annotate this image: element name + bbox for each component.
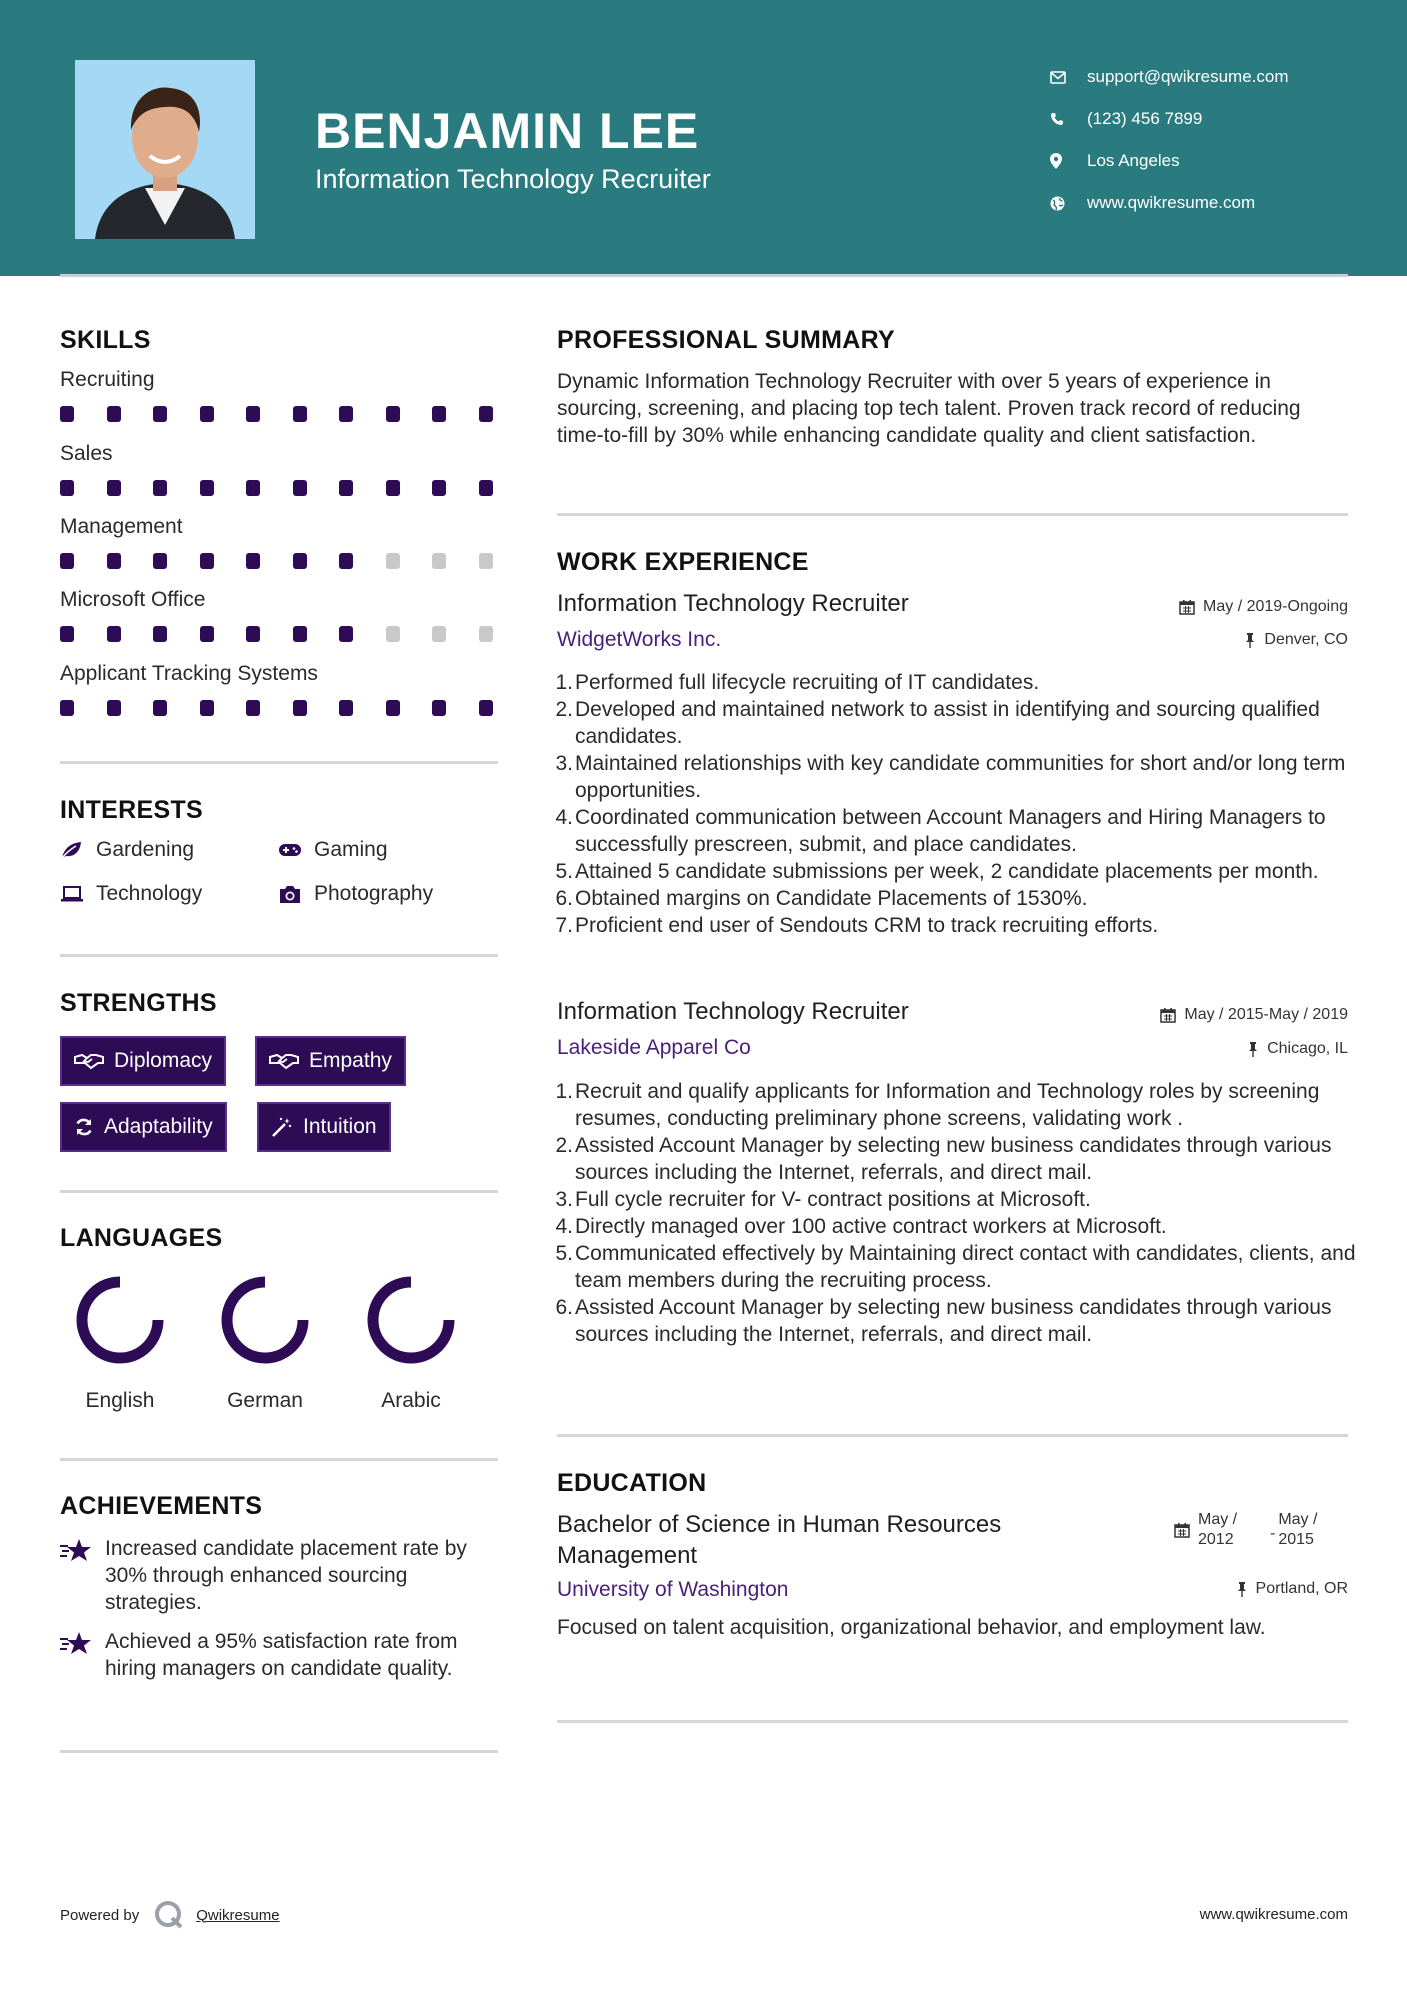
language-gauge bbox=[70, 1270, 170, 1370]
skill-dot-filled bbox=[200, 480, 214, 496]
bullet-number: 1. bbox=[555, 671, 573, 694]
skill-dot-filled bbox=[60, 700, 74, 716]
job-bullet bbox=[557, 1078, 1357, 1132]
star-icon bbox=[60, 1535, 105, 1616]
phone-icon bbox=[1050, 112, 1087, 126]
powered-by-label: Powered by bbox=[60, 1906, 140, 1924]
job-location bbox=[1244, 631, 1348, 649]
skill-dot-filled bbox=[246, 406, 260, 422]
interest-label: Gaming bbox=[314, 838, 388, 861]
strength-badge bbox=[255, 1036, 406, 1086]
bullet-text: Obtained margins on Candidate Placements of 1530%. bbox=[575, 887, 1088, 910]
skill-dot-filled bbox=[60, 406, 74, 422]
skill-dot-empty bbox=[386, 553, 400, 569]
date-separator: - bbox=[1270, 1525, 1276, 1542]
bullet-text: Performed full lifecycle recruiting of IT candidates. bbox=[575, 671, 1040, 694]
calendar-icon bbox=[1160, 1007, 1176, 1023]
job-title: Information Technology Recruiter bbox=[557, 998, 909, 1025]
skill-label: Sales bbox=[60, 442, 113, 465]
qwikresume-logo-icon bbox=[154, 1900, 184, 1930]
leaf-icon bbox=[60, 841, 96, 859]
skill-dot-filled bbox=[200, 553, 214, 569]
skill-dot-filled bbox=[432, 700, 446, 716]
summary-heading: PROFESSIONAL SUMMARY bbox=[557, 326, 895, 354]
skill-dot-filled bbox=[200, 406, 214, 422]
interest-label: Gardening bbox=[96, 838, 195, 861]
skill-dot-filled bbox=[200, 700, 214, 716]
strength-badge bbox=[60, 1036, 226, 1086]
contact-phone[interactable] bbox=[1050, 98, 1289, 140]
company-name: WidgetWorks Inc. bbox=[557, 628, 722, 651]
section-divider bbox=[60, 761, 498, 764]
strength-badge bbox=[257, 1102, 391, 1152]
bullet-text: Full cycle recruiter for V- contract positions at Microsoft. bbox=[575, 1188, 1091, 1211]
skill-dot-filled bbox=[246, 700, 260, 716]
bullet-text: Communicated effectively by Maintaining direct contact with candidates, clients, and team members during the recruiting process. bbox=[575, 1242, 1356, 1292]
strength-label: Empathy bbox=[309, 1049, 392, 1072]
skill-dot-filled bbox=[386, 700, 400, 716]
magic-wand-icon bbox=[271, 1116, 293, 1138]
bullet-text: Coordinated communication between Account Managers and Hiring Managers to successfully prescreen, submit, and place candidates. bbox=[575, 806, 1326, 856]
skill-dot-filled bbox=[293, 626, 307, 642]
skill-dot-filled bbox=[246, 626, 260, 642]
skill-label: Management bbox=[60, 515, 183, 538]
skill-dot-filled bbox=[200, 626, 214, 642]
skill-dot-filled bbox=[479, 480, 493, 496]
job-bullet bbox=[557, 696, 1357, 750]
contact-website-text: www.qwikresume.com bbox=[1087, 193, 1256, 212]
skill-dot-filled bbox=[107, 626, 121, 642]
company-name: Lakeside Apparel Co bbox=[557, 1036, 751, 1059]
job-bullets bbox=[557, 1078, 1357, 1348]
education-end: May / 2015 bbox=[1278, 1511, 1318, 1548]
skill-label: Applicant Tracking Systems bbox=[60, 662, 318, 685]
contact-email[interactable] bbox=[1050, 56, 1289, 98]
school-name: University of Washington bbox=[557, 1578, 789, 1601]
bullet-number: 6. bbox=[555, 1296, 573, 1319]
bullet-text: Assisted Account Manager by selecting new business candidates through various sources including the Internet, referrals, and direct mail. bbox=[575, 1134, 1332, 1184]
skill-dot-filled bbox=[60, 480, 74, 496]
education-dates bbox=[1174, 1510, 1330, 1550]
envelope-icon bbox=[1050, 71, 1087, 84]
achievement-text: Achieved a 95% satisfaction rate from hiring managers on candidate quality. bbox=[105, 1630, 458, 1680]
resume-header bbox=[0, 0, 1407, 276]
globe-icon bbox=[1050, 196, 1087, 211]
interest-label: Technology bbox=[96, 882, 203, 905]
interest-label: Photography bbox=[314, 882, 434, 905]
language-gauge-arc bbox=[373, 1282, 449, 1358]
handshake-icon bbox=[74, 1052, 104, 1070]
interest-item bbox=[278, 882, 433, 906]
education-start: May / 2012 bbox=[1198, 1511, 1238, 1548]
section-divider bbox=[60, 1458, 498, 1461]
language-item bbox=[351, 1270, 471, 1413]
contact-location bbox=[1050, 140, 1289, 182]
achievement-text: Increased candidate placement rate by 30% through enhanced sourcing strategies. bbox=[105, 1537, 467, 1614]
skill-dot-filled bbox=[386, 480, 400, 496]
bullet-text: Proficient end user of Sendouts CRM to track recruiting efforts. bbox=[575, 914, 1159, 937]
skill-dot-filled bbox=[153, 406, 167, 422]
pin-icon bbox=[1244, 632, 1256, 648]
refresh-icon bbox=[74, 1117, 94, 1137]
bullet-number: 1. bbox=[555, 1080, 573, 1103]
star-icon bbox=[60, 1628, 105, 1682]
skill-dot-filled bbox=[60, 626, 74, 642]
footer-powered-by bbox=[60, 1900, 280, 1930]
laptop-icon bbox=[60, 885, 96, 903]
job-location-text: Chicago, IL bbox=[1267, 1040, 1348, 1057]
bullet-text: Directly managed over 100 active contract workers at Microsoft. bbox=[575, 1215, 1167, 1238]
skill-rating bbox=[60, 406, 493, 422]
skill-dot-empty bbox=[479, 626, 493, 642]
skill-dot-filled bbox=[339, 626, 353, 642]
skill-rating bbox=[60, 553, 493, 569]
education-location bbox=[1236, 1580, 1348, 1598]
header-divider bbox=[60, 274, 1348, 277]
skill-dot-filled bbox=[107, 553, 121, 569]
skill-dot-filled bbox=[107, 406, 121, 422]
section-divider bbox=[557, 513, 1348, 516]
gamepad-icon bbox=[278, 842, 314, 858]
language-label: Arabic bbox=[381, 1389, 441, 1412]
skill-dot-empty bbox=[432, 626, 446, 642]
job-bullet bbox=[557, 1213, 1357, 1240]
bullet-text: Assisted Account Manager by selecting new business candidates through various sources including the Internet, referrals, and direct mail. bbox=[575, 1296, 1332, 1346]
bullet-number: 3. bbox=[555, 752, 573, 775]
language-label: English bbox=[85, 1389, 155, 1412]
job-bullet bbox=[557, 858, 1357, 885]
skill-dot-filled bbox=[432, 406, 446, 422]
skill-dot-filled bbox=[432, 480, 446, 496]
skills-heading: SKILLS bbox=[60, 326, 151, 354]
map-marker-icon bbox=[1050, 153, 1087, 169]
job-location bbox=[1247, 1040, 1348, 1058]
skill-dot-filled bbox=[386, 406, 400, 422]
skill-dot-filled bbox=[339, 480, 353, 496]
education-heading: EDUCATION bbox=[557, 1469, 707, 1497]
strength-label: Adaptability bbox=[104, 1115, 213, 1138]
skill-dot-filled bbox=[153, 553, 167, 569]
calendar-icon bbox=[1179, 599, 1195, 615]
section-divider bbox=[557, 1720, 1348, 1723]
skill-dot-filled bbox=[293, 406, 307, 422]
bullet-number: 2. bbox=[555, 1134, 573, 1157]
contact-phone-text: (123) 456 7899 bbox=[1087, 109, 1203, 128]
bullet-number: 4. bbox=[555, 806, 573, 829]
skill-dot-filled bbox=[479, 700, 493, 716]
education-description: Focused on talent acquisition, organizational behavior, and employment law. bbox=[557, 1616, 1266, 1639]
section-divider bbox=[60, 1190, 498, 1193]
skill-dot-filled bbox=[293, 700, 307, 716]
achievements-heading: ACHIEVEMENTS bbox=[60, 1492, 263, 1520]
achievement-item bbox=[60, 1535, 500, 1616]
strengths-heading: STRENGTHS bbox=[60, 989, 217, 1017]
bullet-number: 5. bbox=[555, 1242, 573, 1265]
education-location-text: Portland, OR bbox=[1255, 1580, 1348, 1597]
job-bullet bbox=[557, 1240, 1357, 1294]
contact-website[interactable] bbox=[1050, 182, 1289, 224]
pin-icon bbox=[1247, 1041, 1259, 1057]
candidate-title: Information Technology Recruiter bbox=[315, 164, 711, 194]
degree-title: Bachelor of Science in Human Resources Management bbox=[557, 1511, 1002, 1569]
job-bullet bbox=[557, 885, 1357, 912]
job-dates-text: May / 2015-May / 2019 bbox=[1184, 1006, 1348, 1023]
section-divider bbox=[60, 954, 498, 957]
language-gauge-arc bbox=[227, 1282, 303, 1358]
contact-location-text: Los Angeles bbox=[1087, 151, 1180, 170]
job-bullet bbox=[557, 1132, 1357, 1186]
interest-item bbox=[60, 838, 194, 862]
bullet-text: Attained 5 candidate submissions per week, 2 candidate placements per month. bbox=[575, 860, 1319, 883]
calendar-icon bbox=[1174, 1510, 1190, 1550]
skill-dot-filled bbox=[293, 480, 307, 496]
skill-dot-filled bbox=[246, 553, 260, 569]
skill-dot-filled bbox=[479, 406, 493, 422]
contact-email-text: support@qwikresume.com bbox=[1087, 67, 1289, 86]
footer-url[interactable]: www.qwikresume.com bbox=[1199, 1906, 1348, 1923]
section-divider bbox=[60, 1750, 498, 1753]
brand-link[interactable]: Qwikresume bbox=[196, 1906, 280, 1924]
bullet-number: 3. bbox=[555, 1188, 573, 1211]
bullet-text: Recruit and qualify applicants for Information and Technology roles by screening resumes, conducting preliminary phone screens, validating work . bbox=[575, 1080, 1320, 1130]
skill-label: Microsoft Office bbox=[60, 588, 206, 611]
skill-dot-filled bbox=[107, 480, 121, 496]
skill-dot-filled bbox=[339, 700, 353, 716]
pin-icon bbox=[1236, 1581, 1248, 1597]
skill-dot-filled bbox=[246, 480, 260, 496]
bullet-text: Maintained relationships with key candidate communities for short and/or long term opportunities. bbox=[575, 752, 1346, 802]
job-bullet bbox=[557, 750, 1357, 804]
skill-dot-filled bbox=[153, 480, 167, 496]
section-divider bbox=[557, 1434, 1348, 1437]
job-bullet bbox=[557, 669, 1357, 696]
strength-label: Diplomacy bbox=[114, 1049, 213, 1072]
skill-dot-filled bbox=[153, 626, 167, 642]
language-gauge-arc bbox=[82, 1282, 158, 1358]
job-dates bbox=[1160, 1006, 1348, 1024]
skill-dot-empty bbox=[432, 553, 446, 569]
summary-text: Dynamic Information Technology Recruiter with over 5 years of experience in sourcing, screening, and placing top tech talent. Proven track record of reducing time-to-fill by 30% while enhancing candidate quality and client satisfaction. bbox=[557, 370, 1301, 447]
skill-dot-filled bbox=[339, 553, 353, 569]
skill-rating bbox=[60, 626, 493, 642]
language-gauge bbox=[361, 1270, 461, 1370]
skill-dot-empty bbox=[479, 553, 493, 569]
contact-list bbox=[1050, 56, 1289, 224]
strength-badge bbox=[60, 1102, 227, 1152]
bullet-number: 7. bbox=[555, 914, 573, 937]
job-bullets bbox=[557, 669, 1357, 939]
bullet-number: 5. bbox=[555, 860, 573, 883]
interest-item bbox=[60, 882, 202, 906]
bullet-number: 4. bbox=[555, 1215, 573, 1238]
interest-item bbox=[278, 838, 388, 862]
job-bullet bbox=[557, 912, 1357, 939]
language-item bbox=[60, 1270, 180, 1413]
strength-label: Intuition bbox=[303, 1115, 377, 1138]
language-item bbox=[205, 1270, 325, 1413]
job-title: Information Technology Recruiter bbox=[557, 590, 909, 617]
skill-dot-empty bbox=[386, 626, 400, 642]
skill-rating bbox=[60, 700, 493, 716]
skill-dot-filled bbox=[60, 553, 74, 569]
achievement-item bbox=[60, 1628, 500, 1682]
bullet-number: 6. bbox=[555, 887, 573, 910]
profile-photo bbox=[75, 60, 255, 239]
language-gauge bbox=[215, 1270, 315, 1370]
experience-heading: WORK EXPERIENCE bbox=[557, 548, 809, 576]
interests-heading: INTERESTS bbox=[60, 796, 203, 824]
skill-dot-filled bbox=[153, 700, 167, 716]
camera-icon bbox=[278, 884, 314, 904]
job-bullet bbox=[557, 1294, 1357, 1348]
skill-dot-filled bbox=[107, 700, 121, 716]
candidate-name: BENJAMIN LEE bbox=[315, 103, 700, 159]
bullet-text: Developed and maintained network to assist in identifying and sourcing qualified candidates. bbox=[575, 698, 1320, 748]
skill-rating bbox=[60, 480, 493, 496]
skill-dot-filled bbox=[339, 406, 353, 422]
job-bullet bbox=[557, 1186, 1357, 1213]
handshake-icon bbox=[269, 1052, 299, 1070]
skill-dot-filled bbox=[293, 553, 307, 569]
language-label: German bbox=[227, 1389, 303, 1412]
job-dates bbox=[1179, 598, 1348, 616]
skill-label: Recruiting bbox=[60, 368, 155, 391]
languages-heading: LANGUAGES bbox=[60, 1224, 223, 1252]
job-dates-text: May / 2019-Ongoing bbox=[1203, 598, 1348, 615]
bullet-number: 2. bbox=[555, 698, 573, 721]
job-location-text: Denver, CO bbox=[1264, 631, 1348, 648]
job-bullet bbox=[557, 804, 1357, 858]
